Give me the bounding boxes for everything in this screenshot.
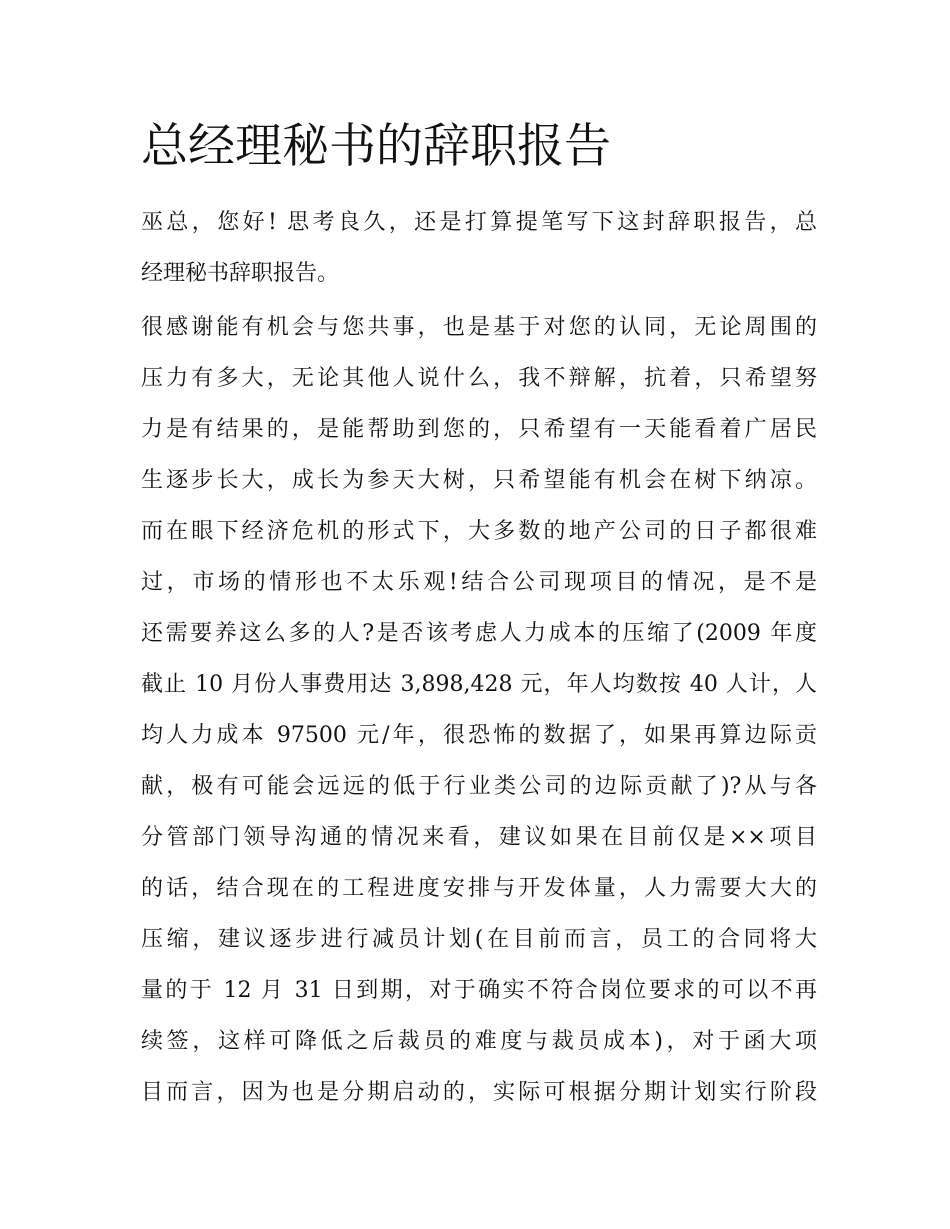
- text-line: 均人力成本 97500 元/年，很恐怖的数据了，如果再算边际贡: [141, 723, 817, 748]
- paragraph-greeting: [141, 197, 817, 299]
- text-line: 截止 10 月份人事费用达 3,898,428 元，年人均数按 40 人计，人: [141, 672, 817, 697]
- text-line: 的话，结合现在的工程进度安排与开发体量，人力需要大大的: [141, 876, 817, 901]
- text-line: 压缩，建议逐步进行减员计划(在目前而言，员工的合同将大: [141, 927, 817, 952]
- text-line: 生逐步长大，成长为参天大树，只希望能有机会在树下纳凉。: [141, 468, 817, 493]
- text-line: 目而言，因为也是分期启动的，实际可根据分期计划实行阶段: [141, 1080, 817, 1105]
- text-line: 经理秘书辞职报告。: [141, 261, 340, 286]
- document-title: 总经理秘书的辞职报告: [141, 119, 611, 174]
- text-line: 献，极有可能会远远的低于行业类公司的边际贡献了)?从与各: [141, 774, 817, 799]
- paragraph-main: [141, 302, 817, 1118]
- text-line: 还需要养这么多的人?是否该考虑人力成本的压缩了(2009 年度: [141, 621, 817, 646]
- text-line: 量的于 12 月 31 日到期，对于确实不符合岗位要求的可以不再: [141, 978, 817, 1003]
- text-line: 巫总，您好! 思考良久，还是打算提笔写下这封辞职报告，总: [141, 210, 817, 235]
- text-line: 压力有多大，无论其他人说什么，我不辩解，抗着，只希望努: [141, 366, 817, 391]
- text-line: 力是有结果的，是能帮助到您的，只希望有一天能看着广居民: [141, 417, 817, 442]
- text-line: 很感谢能有机会与您共事，也是基于对您的认同，无论周围的: [141, 315, 817, 340]
- text-line: 分管部门领导沟通的情况来看，建议如果在目前仅是××项目: [141, 825, 817, 850]
- text-line: 而在眼下经济危机的形式下，大多数的地产公司的日子都很难: [141, 519, 817, 544]
- text-line: 续签，这样可降低之后裁员的难度与裁员成本)，对于函大项: [141, 1029, 817, 1054]
- document-body: [141, 197, 817, 1118]
- text-line: 过，市场的情形也不太乐观!结合公司现项目的情况，是不是: [141, 570, 817, 595]
